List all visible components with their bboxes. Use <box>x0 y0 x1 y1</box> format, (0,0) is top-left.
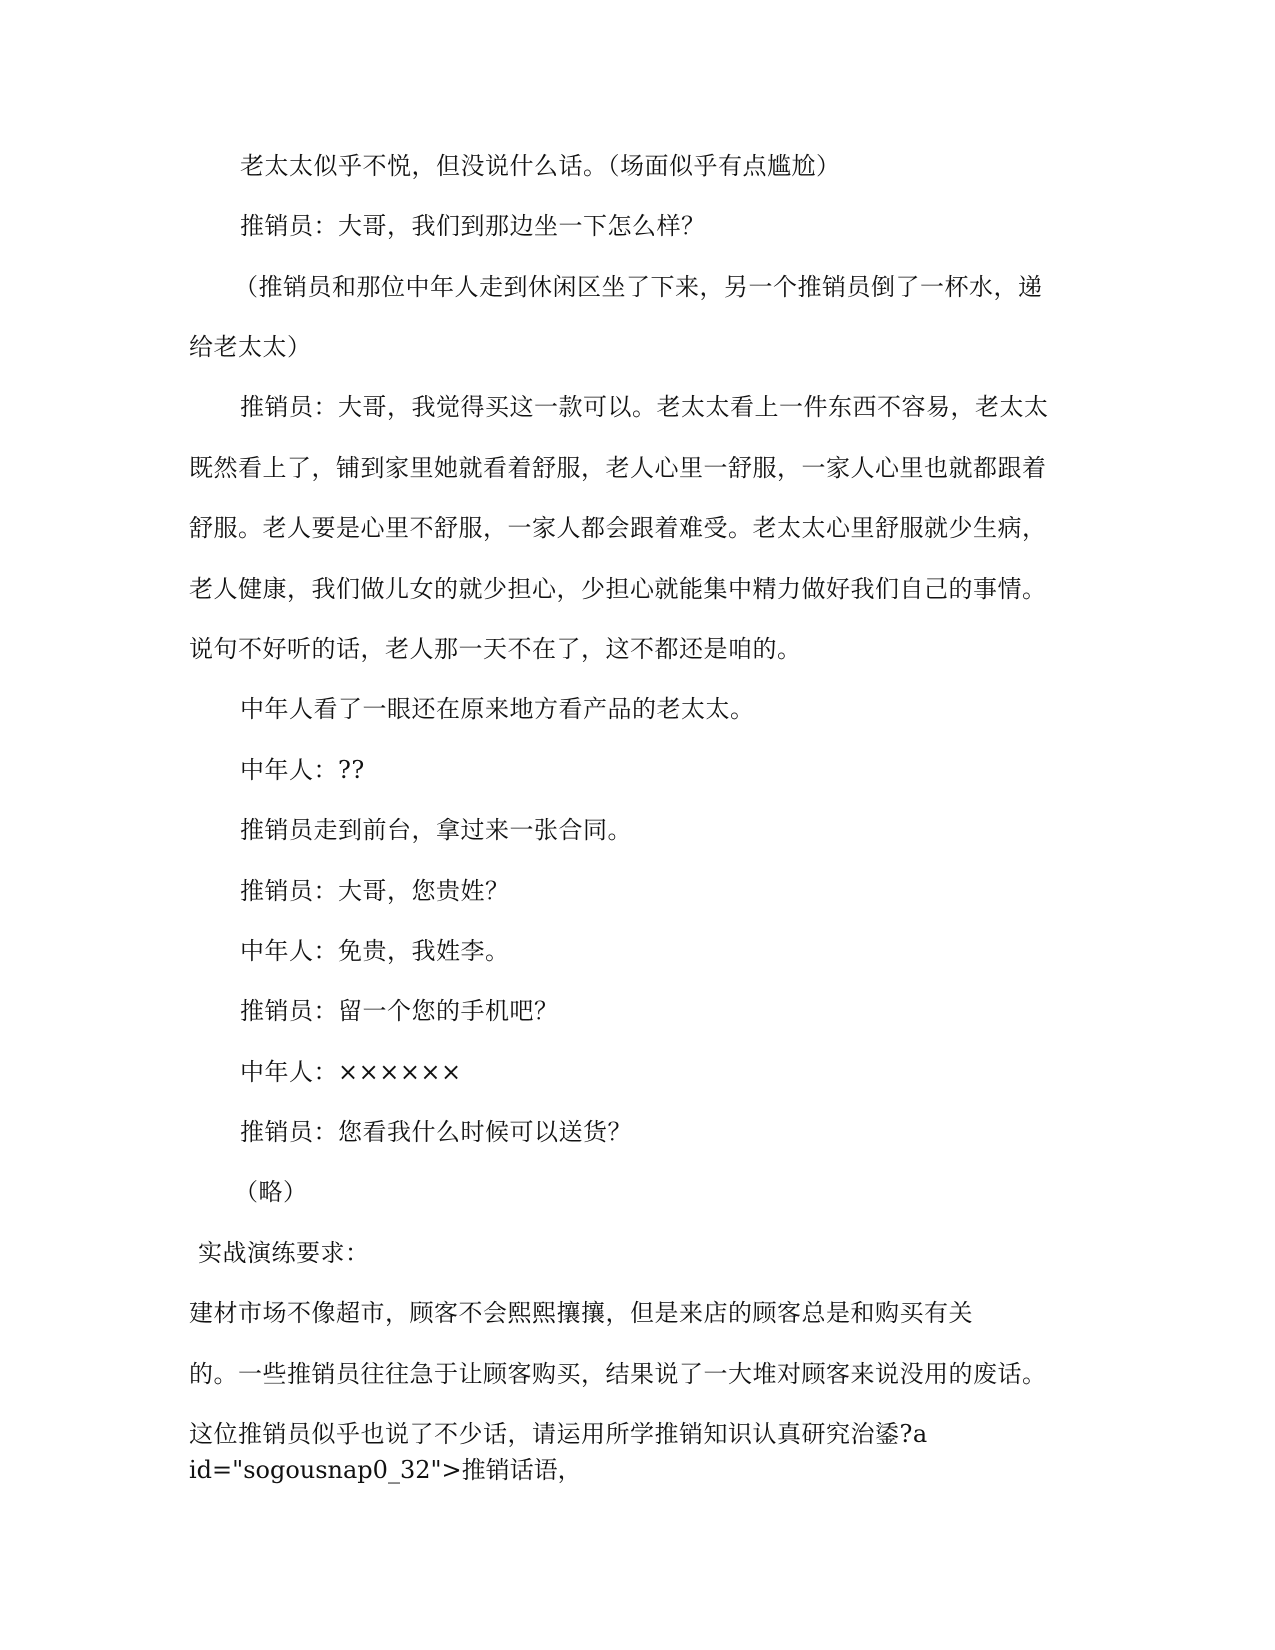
paragraph-line: 既然看上了，铺到家里她就看着舒服，老人心里一舒服，一家人心里也就都跟着 <box>189 454 1047 482</box>
paragraph-line: （略） <box>234 1178 308 1206</box>
paragraph-line: id="sogousnap0_32">推销话语， <box>189 1456 582 1484</box>
paragraph-line: 中年人：?? <box>240 756 365 784</box>
paragraph-line: 推销员：大哥，您贵姓？ <box>240 877 510 905</box>
paragraph-line: 舒服。老人要是心里不舒服，一家人都会跟着难受。老太太心里舒服就少生病， <box>189 514 1047 542</box>
paragraph-line: 中年人：×××××× <box>240 1058 462 1086</box>
paragraph-line: 推销员：大哥，我们到那边坐一下怎么样？ <box>240 212 706 240</box>
paragraph-line: 推销员：大哥，我觉得买这一款可以。老太太看上一件东西不容易，老太太 <box>240 393 1049 421</box>
paragraph-line: 说句不好听的话，老人那一天不在了，这不都还是咱的。 <box>189 635 802 663</box>
paragraph-line: 建材市场不像超市，顾客不会熙熙攘攘，但是来店的顾客总是和购买有关 <box>189 1299 973 1327</box>
paragraph-line: 推销员：您看我什么时候可以送货？ <box>240 1118 632 1146</box>
paragraph-line: 这位推销员似乎也说了不少话，请运用所学推销知识认真研究治鋈?a <box>189 1420 928 1448</box>
paragraph-line: 的。一些推销员往往急于让顾客购买，结果说了一大堆对顾客来说没用的废话。 <box>189 1360 1047 1388</box>
paragraph-line: 老人健康，我们做儿女的就少担心，少担心就能集中精力做好我们自己的事情。 <box>189 575 1047 603</box>
paragraph-line: 给老太太） <box>189 333 312 361</box>
paragraph-line: 老太太似乎不悦，但没说什么话。（场面似乎有点尴尬） <box>240 152 841 180</box>
paragraph-line: 中年人：免贵，我姓李。 <box>240 937 510 965</box>
paragraph-line: 中年人看了一眼还在原来地方看产品的老太太。 <box>240 695 755 723</box>
paragraph-line: 推销员走到前台，拿过来一张合同。 <box>240 816 632 844</box>
paragraph-line: （推销员和那位中年人走到休闲区坐了下来，另一个推销员倒了一杯水，递 <box>234 273 1043 301</box>
section-heading: 实战演练要求： <box>198 1239 370 1267</box>
paragraph-line: 推销员：留一个您的手机吧？ <box>240 997 559 1025</box>
